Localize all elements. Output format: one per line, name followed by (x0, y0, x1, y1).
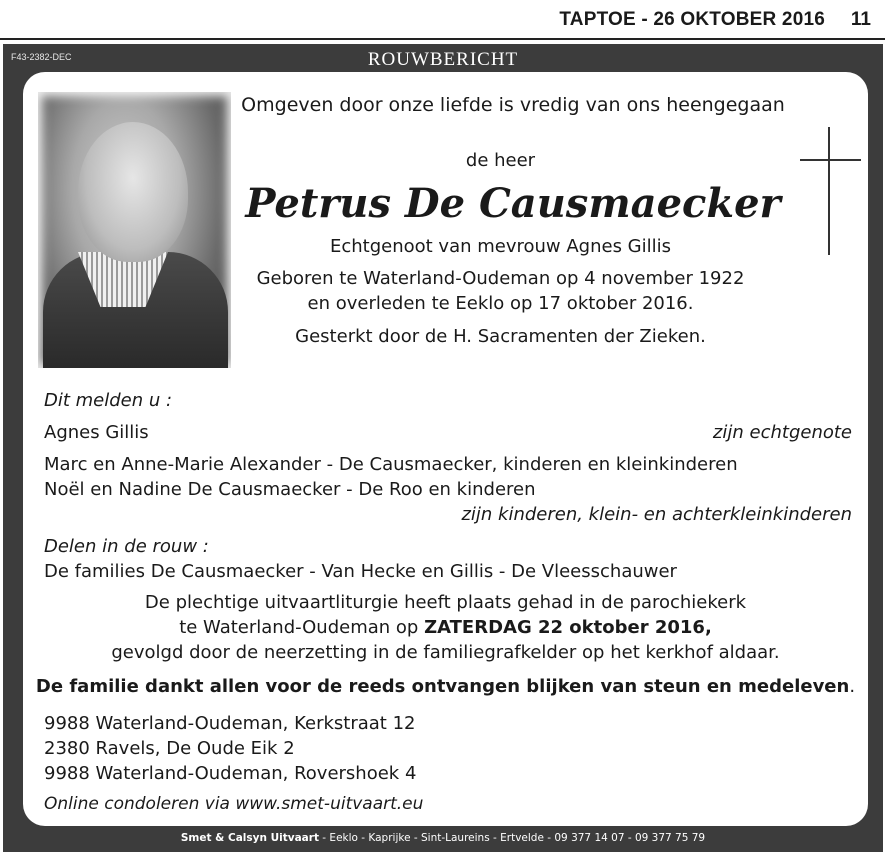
mourner-noel: Noël en Nadine De Causmaecker - De Roo en kinderen (44, 479, 536, 500)
deceased-name: Petrus De Causmaecker (245, 180, 781, 227)
mourner-agnes-role: zijn echtgenote (712, 422, 852, 443)
spouse-line: Echtgenoot van mevrouw Agnes Gillis (329, 236, 672, 257)
funeral-line-2 (23, 617, 868, 638)
intro-line: Omgeven door onze liefde is vredig van ons heengegaan (241, 94, 785, 116)
died-line: en overleden te Eeklo op 17 oktober 2016. (307, 293, 694, 314)
ad-banner: ROUWBERICHT (367, 49, 519, 70)
thanks-text: De familie dankt allen voor de reeds ontvangen blijken van steun en medeleven (35, 676, 850, 697)
cross-icon-bar (800, 159, 861, 161)
thanks-period: . (849, 676, 856, 697)
funeral-line-2-prefix: te Waterland-Oudeman op (179, 617, 425, 638)
funeral-line-1: De plechtige uitvaartliturgie heeft plaats gehad in de parochiekerk (144, 592, 747, 613)
families-line: De families De Causmaecker - Van Hecke en Gillis - De Vleesschauwer (44, 561, 677, 582)
page-number: 11 (850, 9, 871, 30)
thanks-line (23, 676, 868, 697)
undertaker-contact: - Eeklo - Kaprijke - Sint-Laureins - Ertvelde - 09 377 14 07 - 09 377 75 79 (318, 832, 706, 844)
cross-icon (828, 127, 830, 255)
announce-label: Dit melden u : (44, 390, 173, 411)
children-role: zijn kinderen, klein- en achterkleinkinderen (461, 504, 852, 525)
funeral-line-3: gevolgd door de neerzetting in de familiegrafkelder op het kerkhof aldaar. (111, 642, 780, 663)
portrait-photo (38, 92, 231, 368)
born-line: Geboren te Waterland-Oudeman op 4 november 1922 (256, 268, 745, 289)
obituary-card (23, 72, 868, 826)
address-2: 2380 Ravels, De Oude Eik 2 (44, 738, 295, 759)
mourner-agnes: Agnes Gillis (44, 422, 149, 443)
masthead-title: TAPTOE - 26 OKTOBER 2016 (559, 9, 825, 30)
funeral-date: ZATERDAG 22 oktober 2016, (424, 617, 712, 638)
mourner-marc: Marc en Anne-Marie Alexander - De Causmaecker, kinderen en kleinkinderen (44, 454, 738, 475)
newspaper-masthead (0, 0, 885, 40)
address-3: 9988 Waterland-Oudeman, Rovershoek 4 (44, 763, 417, 784)
online-condolence: Online condoleren via www.smet-uitvaart.eu (44, 794, 424, 814)
portrait-head (78, 122, 188, 262)
share-label: Delen in de rouw : (44, 536, 209, 557)
address-1: 9988 Waterland-Oudeman, Kerkstraat 12 (44, 713, 416, 734)
sacraments-line: Gesterkt door de H. Sacramenten der Zieken. (295, 326, 706, 347)
ad-code: F43-2382-DEC (11, 52, 72, 62)
undertaker-footer (3, 832, 883, 844)
obituary-ad (3, 44, 883, 852)
undertaker-name: Smet & Calsyn Uitvaart (180, 832, 319, 844)
salutation: de heer (465, 150, 536, 171)
